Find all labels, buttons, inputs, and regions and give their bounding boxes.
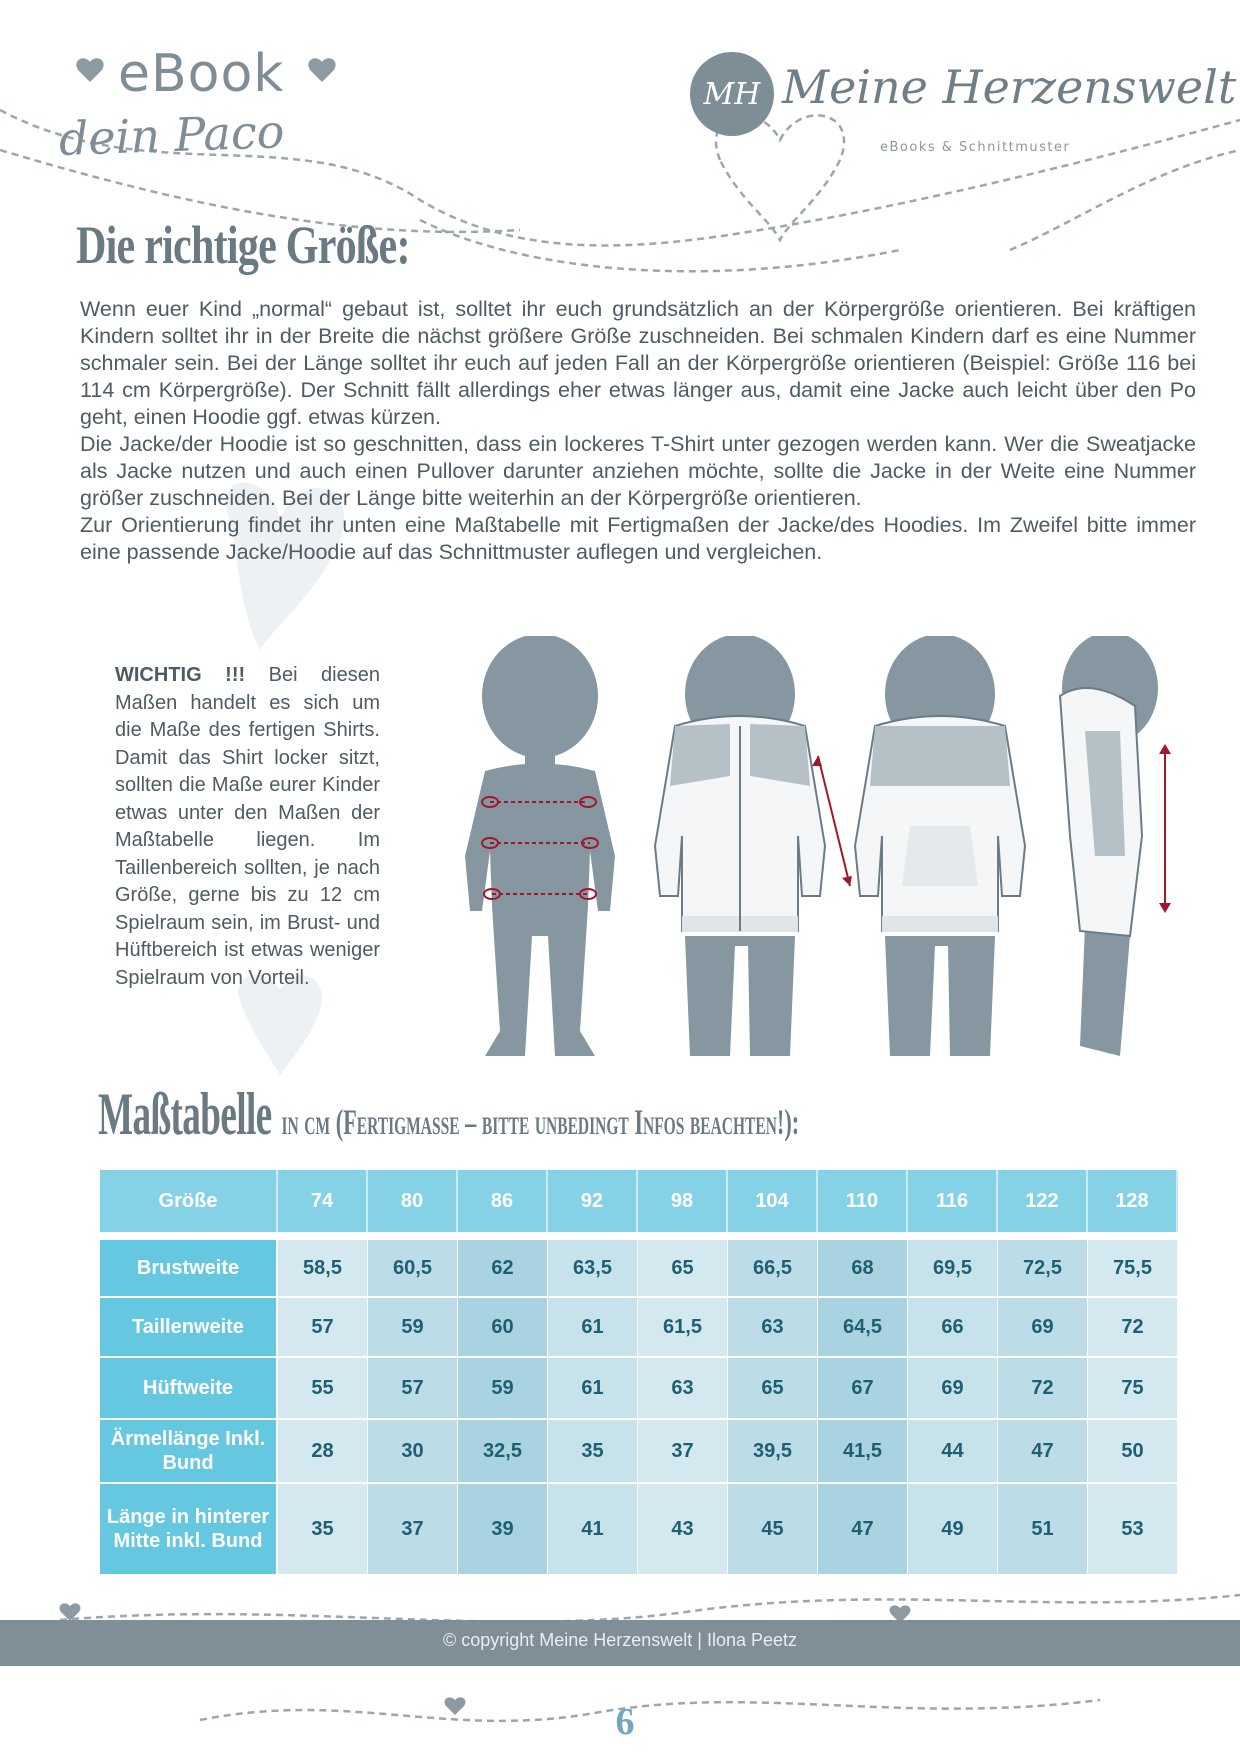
brand-name: Meine Herzenswelt — [782, 60, 1237, 114]
table-cell: 58,5 — [278, 1240, 368, 1298]
table-cell: 39 — [458, 1484, 548, 1576]
header-size: 74 — [278, 1170, 368, 1232]
table-cell: 43 — [638, 1484, 728, 1576]
intro-text — [80, 296, 1196, 566]
heart-icon-footer-3 — [445, 1697, 466, 1715]
important-note — [115, 662, 380, 992]
table-cell: 72 — [998, 1358, 1088, 1420]
table-cell: 60 — [458, 1298, 548, 1358]
intro-paragraph-2: Die Jacke/der Hoodie ist so geschnitten, dass ein lockeres T-Shirt unter gezogen werden kann. Wer die Sweatjacke als Jacke nutzen und auch einen Pullover darunter anziehen möchte, sollte die Jacke in der Weite eine Nummer größer zuschneiden. Bei der Länge bitte weiterhin an der Körpergröße orientieren. — [80, 432, 1196, 510]
table-cell: 53 — [1088, 1484, 1178, 1576]
header-size: 86 — [458, 1170, 548, 1232]
child-silhouette-front — [465, 636, 615, 1056]
table-cell: 68 — [818, 1240, 908, 1298]
intro-paragraph-1: Wenn euer Kind „normal“ gebaut ist, solltet ihr euch grundsätzlich an der Körpergröße orientieren. Bei kräftigen Kindern solltet ihr in der Breite die nächst größere Größe zuschneiden. Bei schmalen Kindern darf es eine Nummer schmaler sein. Bei der Länge solltet ihr euch auf jeden Fall an der Körpergröße orientieren (Beispiel: Größe 116 bei 114 cm Körpergröße). Der Schnitt fällt allerdings eher etwas länger aus, damit eine Jacke auch leicht über den Po geht, einen Hoodie ggf. etwas kürzen. — [80, 297, 1196, 429]
table-cell: 35 — [278, 1484, 368, 1576]
table-cell: 63,5 — [548, 1240, 638, 1298]
table-cell: 50 — [1088, 1420, 1178, 1484]
table-cell: 72,5 — [998, 1240, 1088, 1298]
table-cell: 37 — [638, 1420, 728, 1484]
ebook-label: eBook — [118, 44, 285, 104]
table-cell: 69 — [908, 1358, 998, 1420]
table-cell: 69 — [998, 1298, 1088, 1358]
table-cell: 62 — [458, 1240, 548, 1298]
header-size: 92 — [548, 1170, 638, 1232]
table-cell: 28 — [278, 1420, 368, 1484]
table-cell: 55 — [278, 1358, 368, 1420]
table-row — [100, 1358, 1178, 1420]
table-row — [100, 1240, 1178, 1298]
table-cell: 41,5 — [818, 1420, 908, 1484]
row-label: Taillenweite — [100, 1298, 278, 1358]
table-cell: 57 — [368, 1358, 458, 1420]
intro-paragraph-3: Zur Orientierung findet ihr unten eine Maßtabelle mit Fertigmaßen der Jacke/des Hoodies. Im Zweifel bitte immer eine passende Jacke/Hoodie auf das Schnittmuster auflegen und vergleichen. — [80, 513, 1196, 564]
row-label: Brustweite — [100, 1240, 278, 1298]
table-cell: 59 — [458, 1358, 548, 1420]
table-cell: 63 — [638, 1358, 728, 1420]
table-cell: 60,5 — [368, 1240, 458, 1298]
page-title: Die richtige Größe: — [76, 215, 410, 275]
row-label: Hüftweite — [100, 1358, 278, 1420]
header-size: 110 — [818, 1170, 908, 1232]
brand-tagline: eBooks & Schnittmuster — [880, 140, 1071, 155]
table-cell: 75 — [1088, 1358, 1178, 1420]
page-number: 6 — [615, 1701, 635, 1743]
header-size: 80 — [368, 1170, 458, 1232]
table-cell: 59 — [368, 1298, 458, 1358]
table-cell: 35 — [548, 1420, 638, 1484]
header-size: 122 — [998, 1170, 1088, 1232]
table-cell: 39,5 — [728, 1420, 818, 1484]
table-cell: 37 — [368, 1484, 458, 1576]
table-cell: 66,5 — [728, 1240, 818, 1298]
table-cell: 63 — [728, 1298, 818, 1358]
table-cell: 69,5 — [908, 1240, 998, 1298]
footer-copyright: © copyright Meine Herzenswelt | Ilona Peetz — [442, 1630, 798, 1650]
table-cell: 66 — [908, 1298, 998, 1358]
table-cell: 51 — [998, 1484, 1088, 1576]
header-size: 98 — [638, 1170, 728, 1232]
row-label: Länge in hinterer Mitte inkl. Bund — [100, 1484, 278, 1576]
table-row — [100, 1420, 1178, 1484]
heart-icon-right — [308, 58, 335, 82]
table-cell: 47 — [818, 1484, 908, 1576]
table-cell: 32,5 — [458, 1420, 548, 1484]
table-cell: 67 — [818, 1358, 908, 1420]
table-header-row — [100, 1170, 1178, 1232]
header-size: 128 — [1088, 1170, 1178, 1232]
measurement-illustration — [430, 636, 1190, 1076]
heart-icon-left — [76, 58, 103, 82]
table-title — [98, 1080, 799, 1149]
product-name: dein Paco — [58, 104, 286, 166]
table-cell: 41 — [548, 1484, 638, 1576]
table-title-main: Maßtabelle — [98, 1081, 272, 1147]
table-cell: 47 — [998, 1420, 1088, 1484]
header-size: 116 — [908, 1170, 998, 1232]
table-cell: 49 — [908, 1484, 998, 1576]
header-size-label: Größe — [100, 1170, 278, 1232]
table-row — [100, 1484, 1178, 1576]
table-title-sub: in cm (Fertigmaße – bitte unbedingt Infos beachten!): — [281, 1102, 800, 1142]
note-text: Bei diesen Maßen handelt es sich um die Maße des fertigen Shirts. Damit das Shirt locker sitzt, sollten die Maße eurer Kinder etwas unter den Maßen der Maßtabelle liegen. Im Taillenbereich sollten, je nach Größe, gerne bis zu 12 cm Spielraum sein, im Brust- und Hüftbereich ist etwas weniger Spielraum von Vorteil. — [115, 664, 380, 989]
note-label: WICHTIG !!! — [115, 664, 246, 686]
header-size: 104 — [728, 1170, 818, 1232]
table-row — [100, 1298, 1178, 1358]
table-cell: 30 — [368, 1420, 458, 1484]
table-cell: 75,5 — [1088, 1240, 1178, 1298]
table-cell: 57 — [278, 1298, 368, 1358]
table-cell: 61,5 — [638, 1298, 728, 1358]
table-cell: 44 — [908, 1420, 998, 1484]
table-cell: 61 — [548, 1358, 638, 1420]
table-cell: 65 — [638, 1240, 728, 1298]
table-cell: 65 — [728, 1358, 818, 1420]
brand-logo: MH — [690, 52, 774, 136]
table-cell: 72 — [1088, 1298, 1178, 1358]
table-cell: 64,5 — [818, 1298, 908, 1358]
row-label: Ärmellänge Inkl. Bund — [100, 1420, 278, 1484]
table-cell: 45 — [728, 1484, 818, 1576]
table-cell: 61 — [548, 1298, 638, 1358]
size-table — [100, 1170, 1178, 1576]
